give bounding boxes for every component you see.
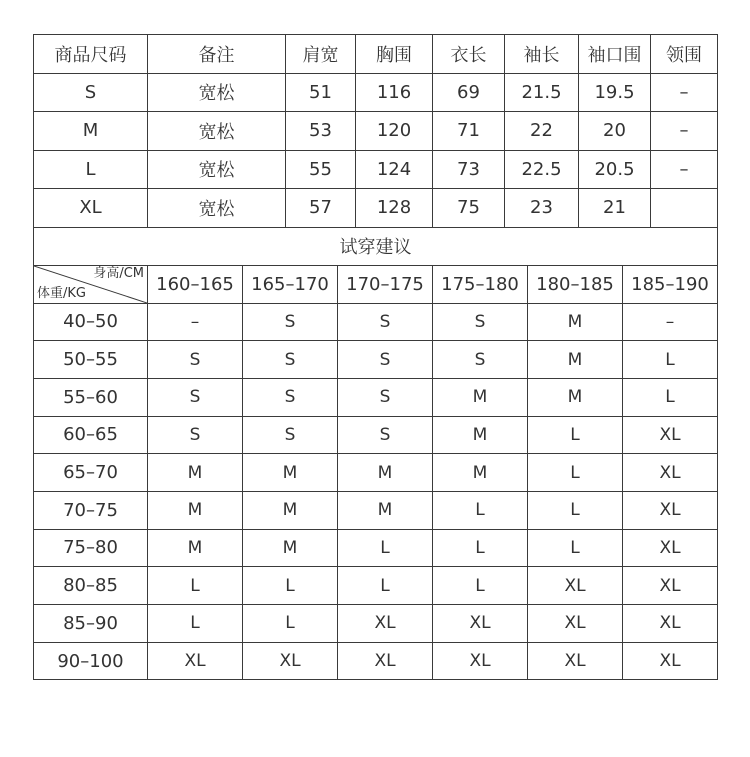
recommended-size-cell: XL (528, 642, 623, 680)
recommended-size-cell: L (243, 567, 338, 605)
size-table-cell: 21 (579, 189, 651, 228)
size-measurement-table (33, 34, 718, 228)
fitting-advice-row (34, 605, 718, 643)
fitting-advice-row (34, 491, 718, 529)
size-table-cell: 宽松 (148, 150, 286, 189)
size-table-cell: 71 (433, 112, 505, 151)
fitting-advice-row (34, 341, 718, 379)
recommended-size-cell: S (338, 303, 433, 341)
recommended-size-cell: L (433, 529, 528, 567)
size-table-row (34, 189, 718, 228)
recommended-size-cell: S (148, 378, 243, 416)
weight-range-label: 60–65 (34, 416, 148, 454)
weight-range-label: 40–50 (34, 303, 148, 341)
size-label: XL (34, 189, 148, 228)
size-table-cell: – (651, 73, 718, 112)
weight-range-label: 70–75 (34, 491, 148, 529)
size-table-header: 领围 (651, 35, 718, 74)
size-table-cell: 宽松 (148, 189, 286, 228)
recommended-size-cell: – (623, 303, 718, 341)
recommended-size-cell: L (623, 378, 718, 416)
recommended-size-cell: M (338, 454, 433, 492)
recommended-size-cell: XL (623, 491, 718, 529)
recommended-size-cell: L (528, 491, 623, 529)
fitting-advice-title: 试穿建议 (34, 227, 718, 265)
size-table-header: 备注 (148, 35, 286, 74)
size-table-cell: – (651, 112, 718, 151)
weight-range-label: 55–60 (34, 378, 148, 416)
size-table-cell: 73 (433, 150, 505, 189)
height-weight-corner (34, 265, 148, 303)
recommended-size-cell: L (148, 605, 243, 643)
recommended-size-cell: – (148, 303, 243, 341)
recommended-size-cell: S (148, 416, 243, 454)
size-table-cell: – (651, 150, 718, 189)
recommended-size-cell: L (243, 605, 338, 643)
recommended-size-cell: XL (338, 642, 433, 680)
recommended-size-cell: XL (623, 454, 718, 492)
recommended-size-cell: S (433, 303, 528, 341)
recommended-size-cell: S (243, 303, 338, 341)
weight-range-label: 90–100 (34, 642, 148, 680)
size-table-header: 肩宽 (286, 35, 356, 74)
recommended-size-cell: XL (623, 567, 718, 605)
weight-range-label: 50–55 (34, 341, 148, 379)
recommended-size-cell: L (528, 416, 623, 454)
fitting-advice-row (34, 416, 718, 454)
recommended-size-cell: S (338, 378, 433, 416)
recommended-size-cell: M (433, 378, 528, 416)
recommended-size-cell: S (148, 341, 243, 379)
size-table-row (34, 73, 718, 112)
recommended-size-cell: M (433, 454, 528, 492)
fitting-advice-row (34, 454, 718, 492)
size-table-cell: 22 (505, 112, 579, 151)
size-table-cell: 23 (505, 189, 579, 228)
recommended-size-cell: XL (433, 642, 528, 680)
recommended-size-cell: L (433, 491, 528, 529)
size-table-header: 商品尺码 (34, 35, 148, 74)
recommended-size-cell: L (623, 341, 718, 379)
size-table-cell: 20 (579, 112, 651, 151)
size-table-cell: 128 (356, 189, 433, 228)
height-range-header: 160–165 (148, 265, 243, 303)
size-table-cell: 69 (433, 73, 505, 112)
recommended-size-cell: M (148, 529, 243, 567)
recommended-size-cell: M (148, 454, 243, 492)
size-table-cell: 21.5 (505, 73, 579, 112)
size-table-cell: 55 (286, 150, 356, 189)
size-table-header: 衣长 (433, 35, 505, 74)
size-table-cell: 宽松 (148, 112, 286, 151)
height-range-header: 170–175 (338, 265, 433, 303)
size-table-cell: 22.5 (505, 150, 579, 189)
recommended-size-cell: L (528, 529, 623, 567)
fitting-advice-row (34, 642, 718, 680)
recommended-size-cell: M (528, 378, 623, 416)
recommended-size-cell: M (528, 303, 623, 341)
weight-range-label: 65–70 (34, 454, 148, 492)
fitting-advice-row (34, 567, 718, 605)
recommended-size-cell: S (243, 416, 338, 454)
height-range-header: 165–170 (243, 265, 338, 303)
recommended-size-cell: XL (623, 416, 718, 454)
size-table-cell: 51 (286, 73, 356, 112)
size-label: S (34, 73, 148, 112)
recommended-size-cell: XL (148, 642, 243, 680)
recommended-size-cell: XL (623, 529, 718, 567)
height-range-header: 175–180 (433, 265, 528, 303)
recommended-size-cell: M (148, 491, 243, 529)
size-table-cell: 57 (286, 189, 356, 228)
recommended-size-cell: M (433, 416, 528, 454)
weight-range-label: 75–80 (34, 529, 148, 567)
recommended-size-cell: M (243, 454, 338, 492)
size-table-cell: 116 (356, 73, 433, 112)
height-axis-label: 身高/CM (93, 265, 144, 281)
recommended-size-cell: S (433, 341, 528, 379)
size-table-header: 袖长 (505, 35, 579, 74)
size-label: M (34, 112, 148, 151)
size-table-row (34, 150, 718, 189)
recommended-size-cell: XL (338, 605, 433, 643)
fitting-advice-row (34, 378, 718, 416)
size-table-cell: 120 (356, 112, 433, 151)
recommended-size-cell: XL (528, 567, 623, 605)
recommended-size-cell: L (338, 567, 433, 605)
size-chart (33, 34, 717, 680)
size-table-cell: 20.5 (579, 150, 651, 189)
fitting-advice-table (33, 227, 718, 681)
size-table-cell: 75 (433, 189, 505, 228)
recommended-size-cell: L (528, 454, 623, 492)
recommended-size-cell: L (433, 567, 528, 605)
fitting-advice-row (34, 303, 718, 341)
size-table-header-row (34, 35, 718, 74)
recommended-size-cell: S (338, 341, 433, 379)
recommended-size-cell: L (338, 529, 433, 567)
size-label: L (34, 150, 148, 189)
size-table-header: 胸围 (356, 35, 433, 74)
recommended-size-cell: M (338, 491, 433, 529)
height-range-header: 180–185 (528, 265, 623, 303)
height-range-header: 185–190 (623, 265, 718, 303)
size-table-row (34, 112, 718, 151)
recommended-size-cell: S (338, 416, 433, 454)
recommended-size-cell: M (243, 491, 338, 529)
recommended-size-cell: M (528, 341, 623, 379)
recommended-size-cell: M (243, 529, 338, 567)
size-table-cell: 宽松 (148, 73, 286, 112)
size-table-cell: 124 (356, 150, 433, 189)
recommended-size-cell: XL (623, 605, 718, 643)
recommended-size-cell: XL (243, 642, 338, 680)
recommended-size-cell: L (148, 567, 243, 605)
size-table-cell: 53 (286, 112, 356, 151)
recommended-size-cell: S (243, 378, 338, 416)
weight-range-label: 85–90 (34, 605, 148, 643)
recommended-size-cell: S (243, 341, 338, 379)
recommended-size-cell: XL (623, 642, 718, 680)
size-table-cell (651, 189, 718, 228)
recommended-size-cell: XL (528, 605, 623, 643)
size-table-cell: 19.5 (579, 73, 651, 112)
fitting-advice-row (34, 529, 718, 567)
recommended-size-cell: XL (433, 605, 528, 643)
weight-axis-label: 体重/KG (37, 285, 86, 301)
weight-range-label: 80–85 (34, 567, 148, 605)
size-table-header: 袖口围 (579, 35, 651, 74)
